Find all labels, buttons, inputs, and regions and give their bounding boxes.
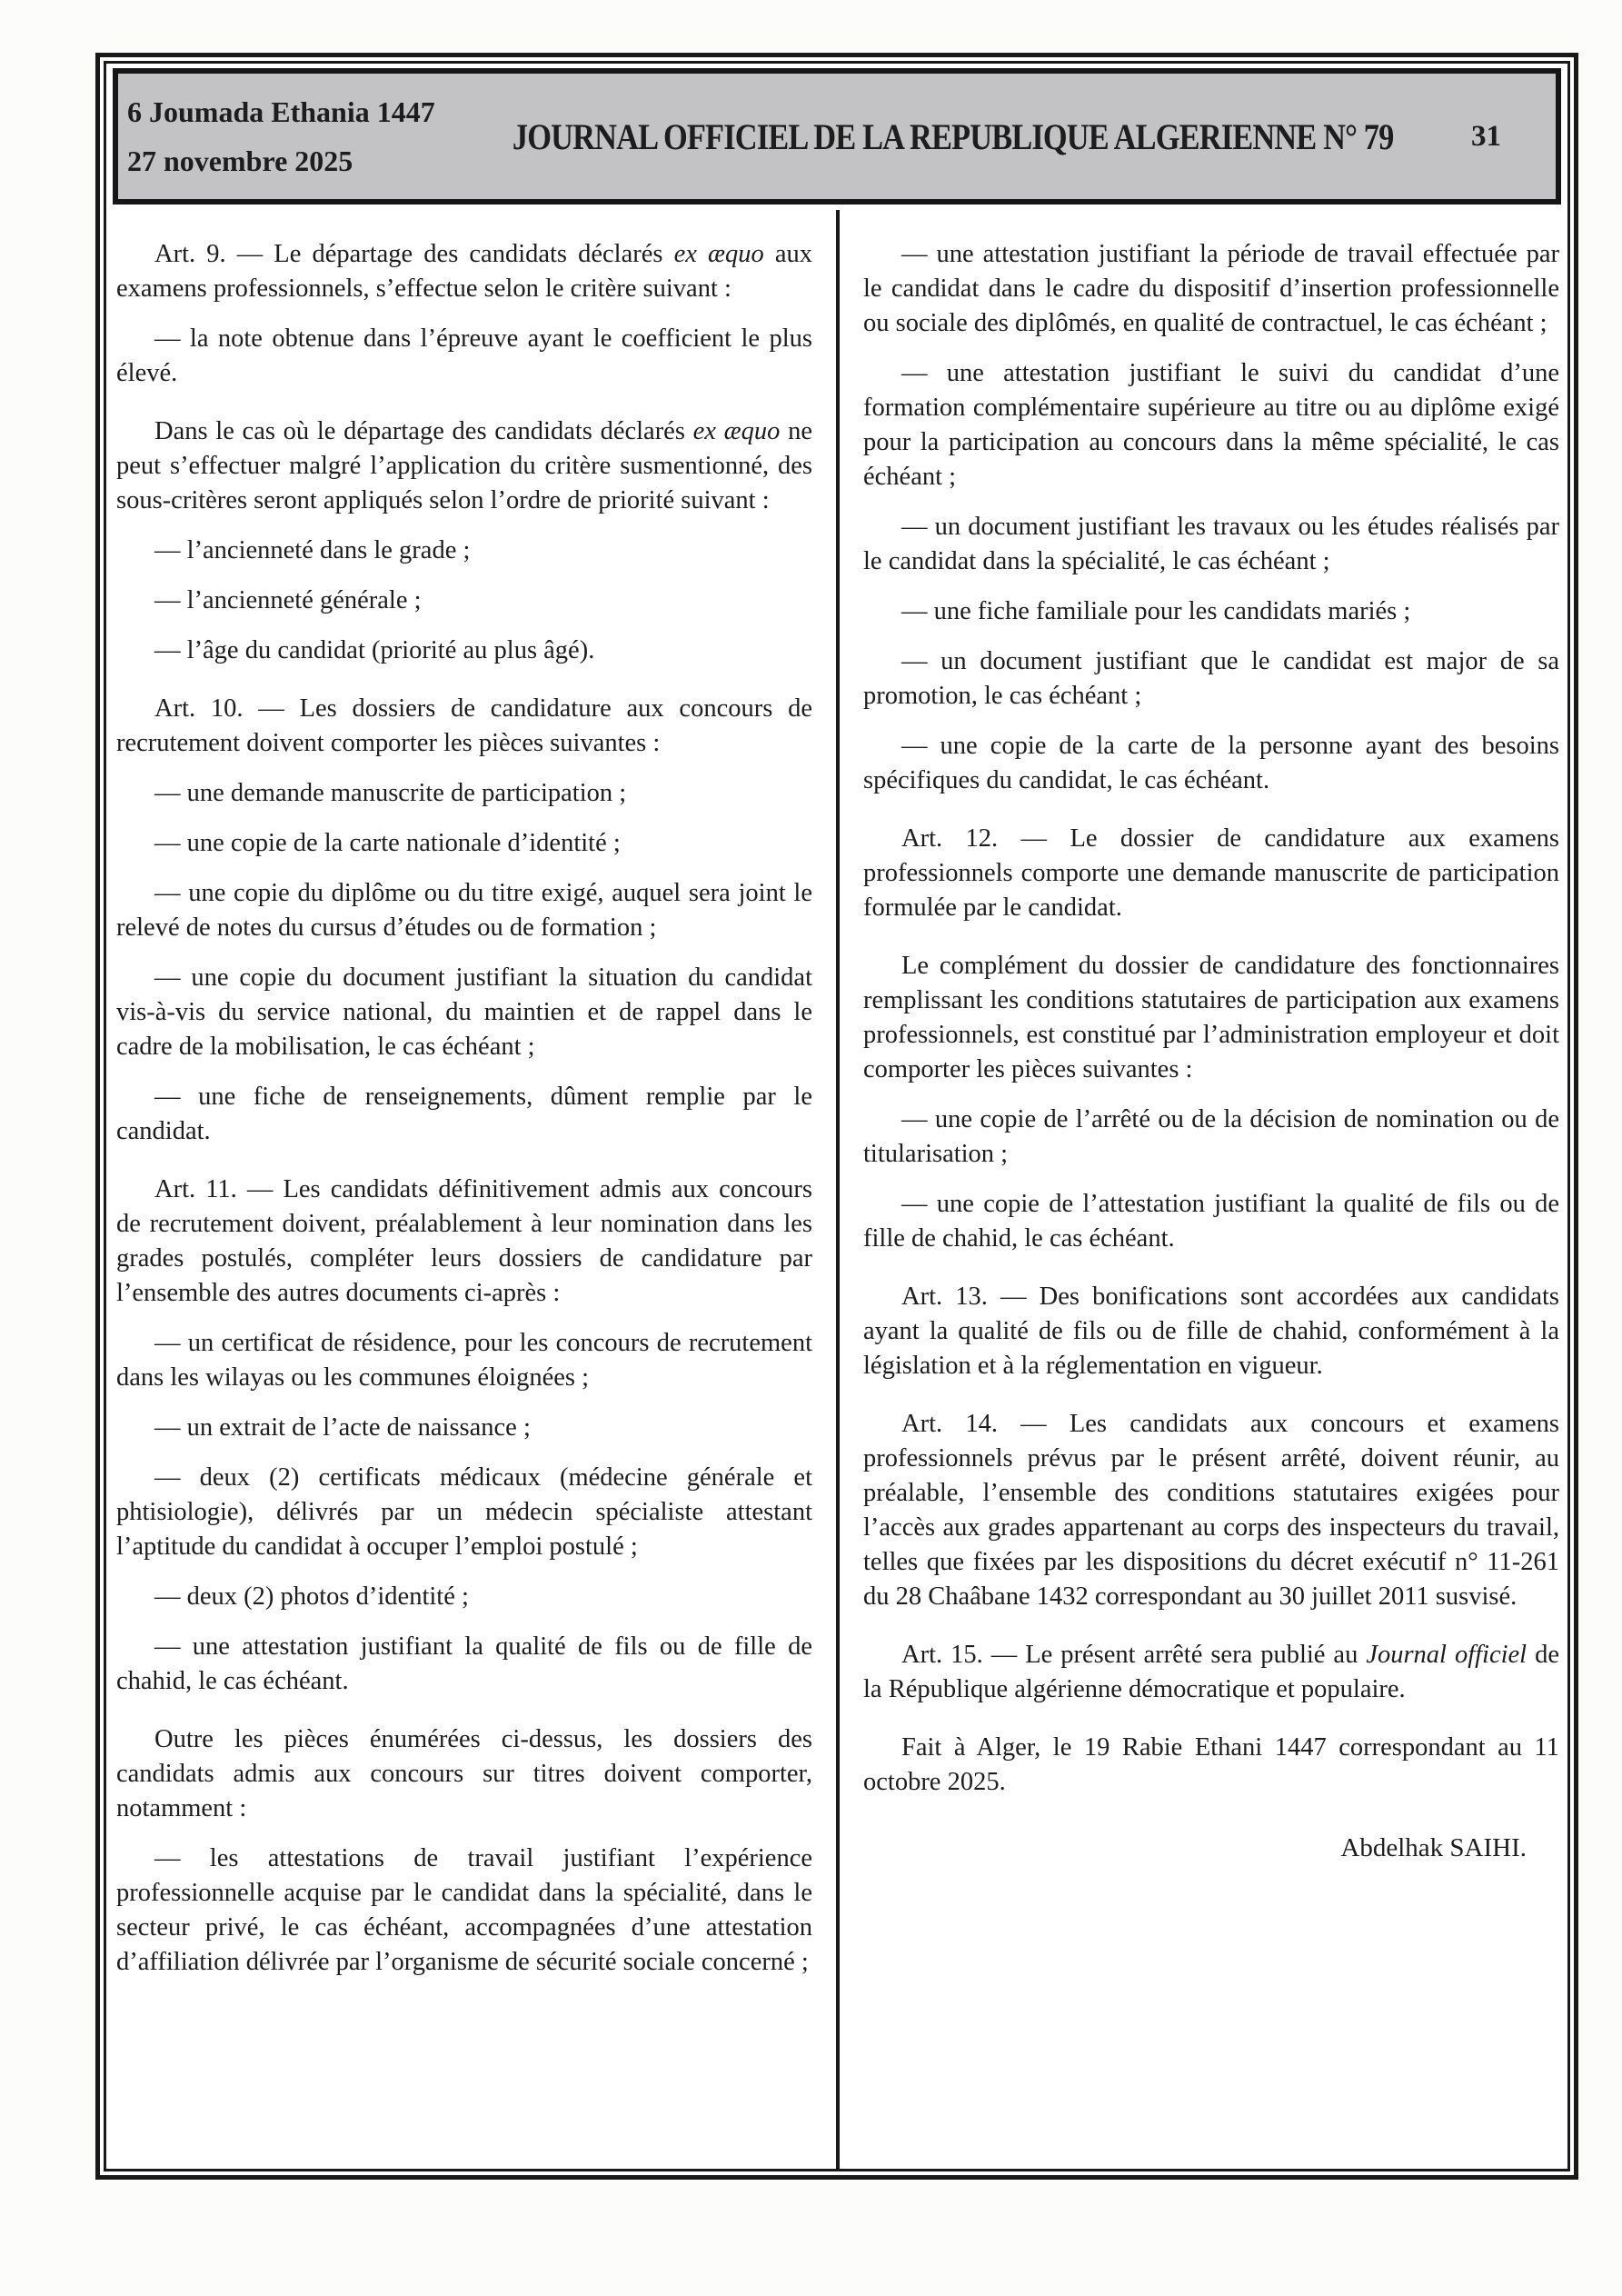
masthead: [113, 68, 1561, 205]
column-divider-rule: [836, 210, 840, 2169]
journal-title-text: JOURNAL OFFICIEL DE LA REPUBLIQUE ALGERIENNE N° 79: [512, 115, 1394, 157]
list-item-paragraph: — deux (2) photos d’identité ;: [154, 1582, 469, 1611]
column-right: [863, 210, 1561, 2169]
content-columns: [113, 210, 1561, 2169]
article-paragraph: Art. 10. — Les dossiers de candidature aux concours de recrutement doivent comporter les pièces suivantes :: [116, 694, 812, 757]
list-item-paragraph: — une copie de l’attestation justifiant la qualité de fils ou de fille de chahid, le cas échéant.: [863, 1190, 1559, 1253]
page-frame-inner: [104, 61, 1570, 2171]
hijri-date: 6 Joumada Ethania 1447: [127, 95, 435, 128]
text-segment: ne peut s’effectuer malgré l’application du critère susmentionné, des sous-critères seront appliqués selon l’ordre de priorité suivant :: [116, 417, 812, 514]
paragraph: [116, 414, 812, 518]
list-item-paragraph: — un document justifiant que le candidat est major de sa promotion, le cas échéant ;: [863, 647, 1559, 710]
text-segment: aux examens professionnels, s’effectue selon le critère suivant :: [116, 240, 812, 303]
list-item-paragraph: — un extrait de l’acte de naissance ;: [154, 1413, 531, 1442]
article-paragraph: Art. 14. — Les candidats aux concours et examens professionnels prévus par le présent arrêté, doivent réunir, au préalable, l’ensemble des conditions statutaires exigées pour l’accès aux grades appartenant au corps des inspecteurs du travail, telles que fixées par les dispositions du décret exécutif n° 11-261 du 28 Chaâbane 1432 correspondant au 30 juillet 2011 susvisé.: [863, 1410, 1559, 1611]
list-item-paragraph: — une copie de la carte nationale d’identité ;: [154, 829, 621, 857]
list-item-paragraph: — un document justifiant les travaux ou les études réalisés par le candidat dans la spécialité, le cas échéant ;: [863, 513, 1559, 575]
article-paragraph: Art. 11. — Les candidats définitivement admis aux concours de recrutement doivent, préalablement à leur nomination dans les grades postulés, compléter leurs dossiers de candidature par l’ensemble des autres documents ci-après :: [116, 1175, 812, 1307]
list-item-paragraph: — une attestation justifiant la période de travail effectuée par le candidat dans le cadre du dispositif d’insertion professionnelle ou sociale des diplômés, en qualité de contractuel, le cas échéant ;: [863, 240, 1559, 337]
article-paragraph: Art. 12. — Le dossier de candidature aux examens professionnels comporte une demande manuscrite de participation formulée par le candidat.: [863, 824, 1559, 922]
list-item-paragraph: — une demande manuscrite de participation ;: [154, 779, 627, 807]
text-segment: Art. 15. — Le présent arrêté sera publié au: [901, 1641, 1367, 1669]
article-paragraph: Art. 13. — Des bonifications sont accordées aux candidats ayant la qualité de fils ou de fille de chahid, conformément à la législation et à la réglementation en vigueur.: [863, 1283, 1559, 1380]
list-item-paragraph: — les attestations de travail justifiant l’expérience professionnelle acquise par le candidat dans la spécialité, dans le secteur privé, le cas échéant, accompagnées d’une attestation d’affiliation délivrée par l’organisme de sécurité sociale concerné ;: [116, 1844, 812, 1976]
list-item-paragraph: — deux (2) certificats médicaux (médecine générale et phtisiologie), délivrés par un médecin spécialiste attestant l’aptitude du candidat à occuper l’emploi postulé ;: [116, 1463, 812, 1561]
column-left: [113, 210, 812, 2169]
article-paragraph: [863, 1638, 1559, 1707]
list-item-paragraph: — l’âge du candidat (priorité au plus âgé).: [154, 636, 595, 664]
list-item-paragraph: — une copie de la carte de la personne ayant des besoins spécifiques du candidat, le cas échéant.: [863, 732, 1559, 794]
paragraph: [116, 237, 812, 306]
list-item-paragraph: — l’ancienneté générale ;: [154, 586, 422, 614]
list-item-paragraph: — une copie du document justifiant la situation du candidat vis-à-vis du service national, du maintien et de rappel dans le cadre de la mobilisation, le cas échéant ;: [116, 963, 812, 1061]
list-item-paragraph: — une copie du diplôme ou du titre exigé, auquel sera joint le relevé de notes du cursus d’études ou de formation ;: [116, 879, 812, 942]
list-item-paragraph: — une copie de l’arrêté ou de la décision de nomination ou de titularisation ;: [863, 1105, 1559, 1168]
masthead-dates: [118, 87, 435, 185]
italic-segment: ex æquo: [692, 417, 781, 445]
page-number: 31: [1471, 119, 1501, 153]
list-item-paragraph: — une attestation justifiant le suivi du candidat d’une formation complémentaire supérieure au titre ou au diplôme exigé pour la participation au concours dans la même spécialité, le cas échéant ;: [863, 359, 1559, 491]
list-item-paragraph: — la note obtenue dans l’épreuve ayant le coefficient le plus élevé.: [116, 324, 812, 387]
signature: Abdelhak SAIHI.: [1340, 1833, 1527, 1862]
text-segment: Dans le cas où le départage des candidats déclarés: [154, 417, 693, 445]
list-item-paragraph: — une fiche familiale pour les candidats mariés ;: [901, 597, 1411, 625]
list-item-paragraph: — un certificat de résidence, pour les concours de recrutement dans les wilayas ou les communes éloignées ;: [116, 1329, 812, 1392]
paragraph: Fait à Alger, le 19 Rabie Ethani 1447 correspondant au 11 octobre 2025.: [863, 1733, 1559, 1796]
text-segment: de la République algérienne démocratique et populaire.: [863, 1641, 1559, 1703]
journal-title: [435, 115, 1471, 158]
gregorian-date: 27 novembre 2025: [127, 145, 353, 177]
page-frame: [95, 53, 1578, 2180]
paragraph: Le complément du dossier de candidature des fonctionnaires remplissant les conditions statutaires de participation aux examens professionnels, est constitué par l’administration employeur et doit comporter les pièces suivantes :: [863, 952, 1559, 1083]
list-item-paragraph: — l’ancienneté dans le grade ;: [154, 536, 471, 564]
text-segment: Art. 9. — Le départage des candidats déclarés: [154, 240, 674, 268]
paragraph: Outre les pièces énumérées ci-dessus, les dossiers des candidats admis aux concours sur titres doivent comporter, notamment :: [116, 1725, 812, 1822]
italic-segment: ex æquo: [673, 240, 764, 268]
list-item-paragraph: — une fiche de renseignements, dûment remplie par le candidat.: [116, 1083, 812, 1145]
list-item-paragraph: — une attestation justifiant la qualité de fils ou de fille de chahid, le cas échéant.: [116, 1632, 812, 1695]
italic-segment: Journal officiel: [1366, 1641, 1527, 1669]
